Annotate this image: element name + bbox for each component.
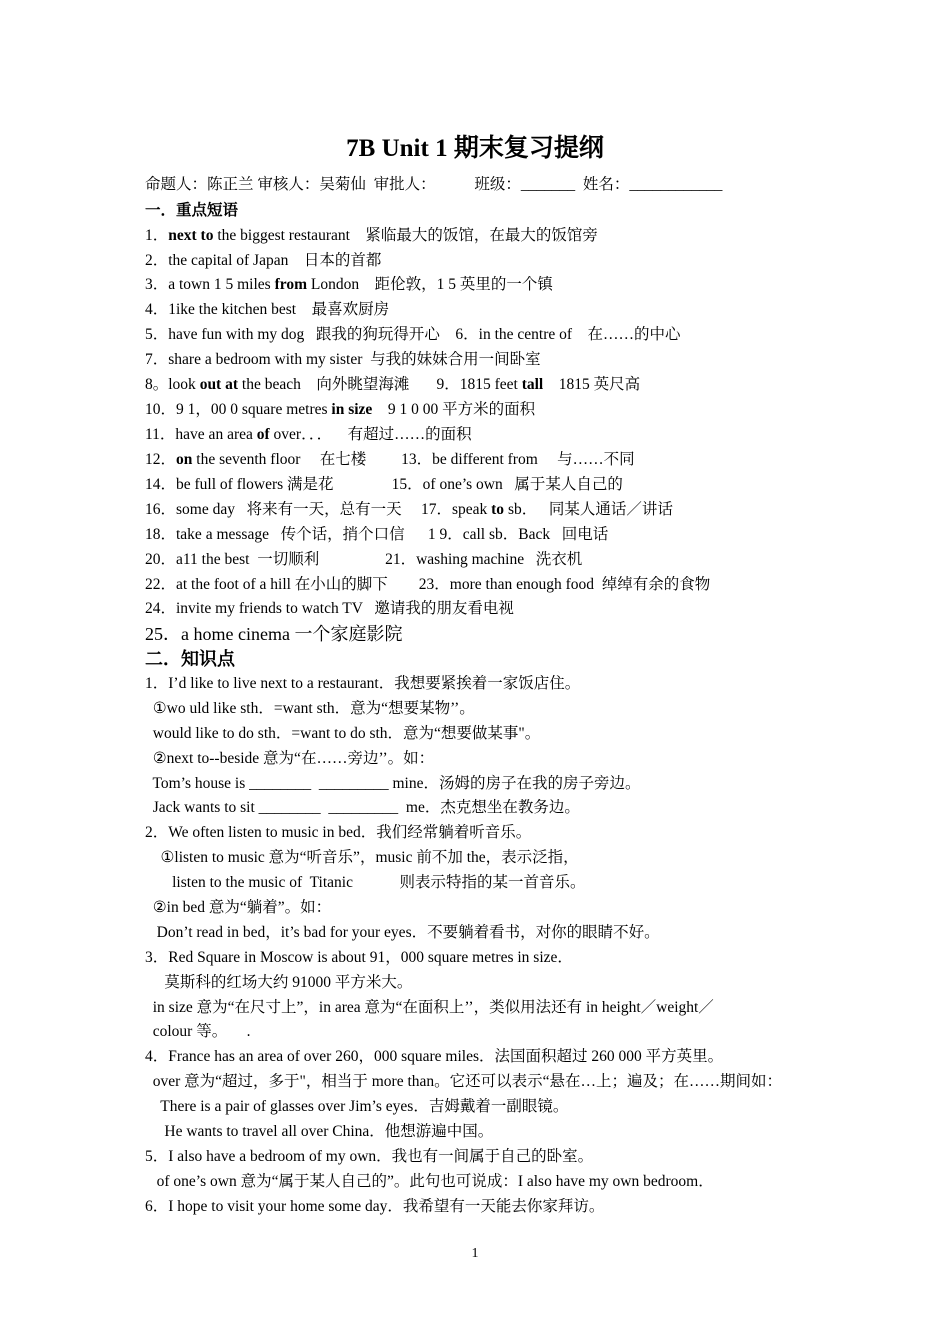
phrase-line: 20．a11 the best 一切顺利 21．washing machine 洗衣机 bbox=[145, 551, 583, 568]
knowledge-line: in size 意为“在尺寸上”，in area 意为“在面积上’’，类似用法还有 in height／weight／ bbox=[145, 999, 714, 1016]
phrase-text: the beach 向外眺望海滩 9．1815 feet bbox=[238, 376, 522, 393]
phrase-line bbox=[145, 499, 673, 521]
phrase-text: over．．． 有超过……的面积 bbox=[269, 426, 472, 443]
knowledge-line: 2．We often listen to music in bed．我们经常躺着听音乐。 bbox=[145, 824, 532, 841]
phrase-bold: from bbox=[274, 276, 308, 293]
knowledge-line: Don’t read in bed，it’s bad for your eyes．不要躺着看书，对你的眼睛不好。 bbox=[145, 924, 660, 941]
section-heading-phrases: 一．重点短语 bbox=[145, 202, 239, 219]
header-line: 命题人：陈正兰 审核人：吴菊仙 审批人： 班级：_______ 姓名：____________ bbox=[145, 176, 723, 193]
knowledge-line: He wants to travel all over China．他想游遍中国。 bbox=[145, 1123, 494, 1140]
page-number: 1 bbox=[471, 1246, 479, 1261]
knowledge-line: 4．France has an area of over 260，000 square miles．法国面积超过 260 000 平方英里。 bbox=[145, 1048, 724, 1065]
phrase-text: 16．some day 将来有一天，总有一天 17．speak bbox=[145, 501, 492, 518]
phrase-line: 22．at the foot of a hill 在小山的脚下 23．more than enough food 绰绰有余的食物 bbox=[145, 576, 711, 593]
phrase-line: 5．have fun with my dog 跟我的狗玩得开心 6．in the centre of 在……的中心 bbox=[145, 326, 681, 343]
phrase-line bbox=[145, 449, 635, 471]
knowledge-line: of one’s own 意为“属于某人自己的”。此句也可说成：I also have my own bedroom． bbox=[145, 1173, 714, 1190]
knowledge-line: ②next to--beside 意为“在……旁边’’。如： bbox=[145, 750, 435, 767]
phrase-line bbox=[145, 399, 535, 421]
knowledge-line: 3．Red Square in Moscow is about 91，000 square metres in size． bbox=[145, 949, 573, 966]
phrase-bold: tall bbox=[521, 376, 544, 393]
phrase-bold: next to bbox=[168, 227, 214, 244]
phrase-line: 25．a home cinema 一个家庭影院 bbox=[145, 624, 403, 644]
phrase-line: 4．1ike the kitchen best 最喜欢厨房 bbox=[145, 301, 390, 318]
knowledge-line: colour 等。 . bbox=[145, 1023, 251, 1040]
phrase-line: 7．share a bedroom with my sister 与我的妹妹合用一间卧室 bbox=[145, 351, 541, 368]
knowledge-line: ①wo uld like sth．=want sth．意为“想要某物’’。 bbox=[145, 700, 475, 717]
document-title: 7B Unit 1 期末复习提纲 bbox=[346, 135, 604, 162]
knowledge-line: ②in bed 意为“躺着”。如： bbox=[145, 899, 332, 916]
phrase-line bbox=[145, 424, 472, 446]
phrase-text: the biggest restaurant 紧临最大的饭馆，在最大的饭馆旁 bbox=[213, 227, 598, 244]
section-heading-knowledge: 二．知识点 bbox=[145, 649, 235, 669]
knowledge-line: ①listen to music 意为“听音乐”，music 前不加 the，表示泛指， bbox=[145, 849, 579, 866]
knowledge-line: would like to do sth．=want to do sth．意为“想要做某事"。 bbox=[145, 725, 541, 742]
phrase-text: London 距伦敦，1 5 英里的一个镇 bbox=[307, 276, 553, 293]
phrase-bold: to bbox=[491, 501, 505, 518]
phrase-line bbox=[145, 274, 553, 296]
phrase-line: 14．be full of flowers 满是花 15．of one’s own 属于某人自己的 bbox=[145, 476, 623, 493]
knowledge-line: 6．I hope to visit your home some day．我希望有一天能去你家拜访。 bbox=[145, 1198, 605, 1215]
phrase-text: 1815 英尺高 bbox=[543, 376, 641, 393]
phrase-text: 10．9 1，00 0 square metres bbox=[145, 401, 332, 418]
phrase-text: the seventh floor 在七楼 13．be different from 与……不同 bbox=[192, 451, 635, 468]
knowledge-line: Tom’s house is ________ _________ mine．汤姆的房子在我的房子旁边。 bbox=[145, 775, 641, 792]
knowledge-line: listen to the music of Titanic 则表示特指的某一首音乐。 bbox=[145, 874, 586, 891]
phrase-line: 2．the capital of Japan 日本的首都 bbox=[145, 252, 382, 269]
phrase-text: sb． 同某人通话／讲话 bbox=[504, 501, 673, 518]
phrase-line bbox=[145, 374, 640, 396]
phrase-text: 8。look bbox=[145, 376, 200, 393]
phrase-line bbox=[145, 225, 598, 247]
knowledge-line: 1．I’d like to live next to a restaurant．我想要紧挨着一家饭店住。 bbox=[145, 675, 581, 692]
knowledge-line: There is a pair of glasses over Jim’s eyes．吉姆戴着一副眼镜。 bbox=[145, 1098, 569, 1115]
phrase-text: 3．a town 1 5 miles bbox=[145, 276, 275, 293]
knowledge-line: 5．I also have a bedroom of my own．我也有一间属于自己的卧室。 bbox=[145, 1148, 594, 1165]
phrase-line: 18．take a message 传个话，捎个口信 1 9．call sb．Back 回电话 bbox=[145, 526, 609, 543]
knowledge-line: Jack wants to sit ________ _________ me．杰克想坐在教务边。 bbox=[145, 799, 580, 816]
phrase-text: 1． bbox=[145, 227, 169, 244]
phrase-bold: of bbox=[256, 426, 270, 443]
phrase-text: 9 1 0 00 平方米的面积 bbox=[372, 401, 536, 418]
knowledge-line: over 意为“超过，多于"，相当于 more than。它还可以表示“悬在…上；遍及；在……期间如： bbox=[145, 1073, 783, 1090]
phrase-bold: on bbox=[176, 451, 193, 468]
phrase-bold: in size bbox=[331, 401, 373, 418]
phrase-bold: out at bbox=[199, 376, 239, 393]
phrase-line: 24．invite my friends to watch TV 邀请我的朋友看电视 bbox=[145, 600, 514, 617]
phrase-text: 11．have an area bbox=[145, 426, 257, 443]
phrase-text: 12． bbox=[145, 451, 177, 468]
knowledge-line: 莫斯科的红场大约 91000 平方米大。 bbox=[145, 974, 413, 991]
